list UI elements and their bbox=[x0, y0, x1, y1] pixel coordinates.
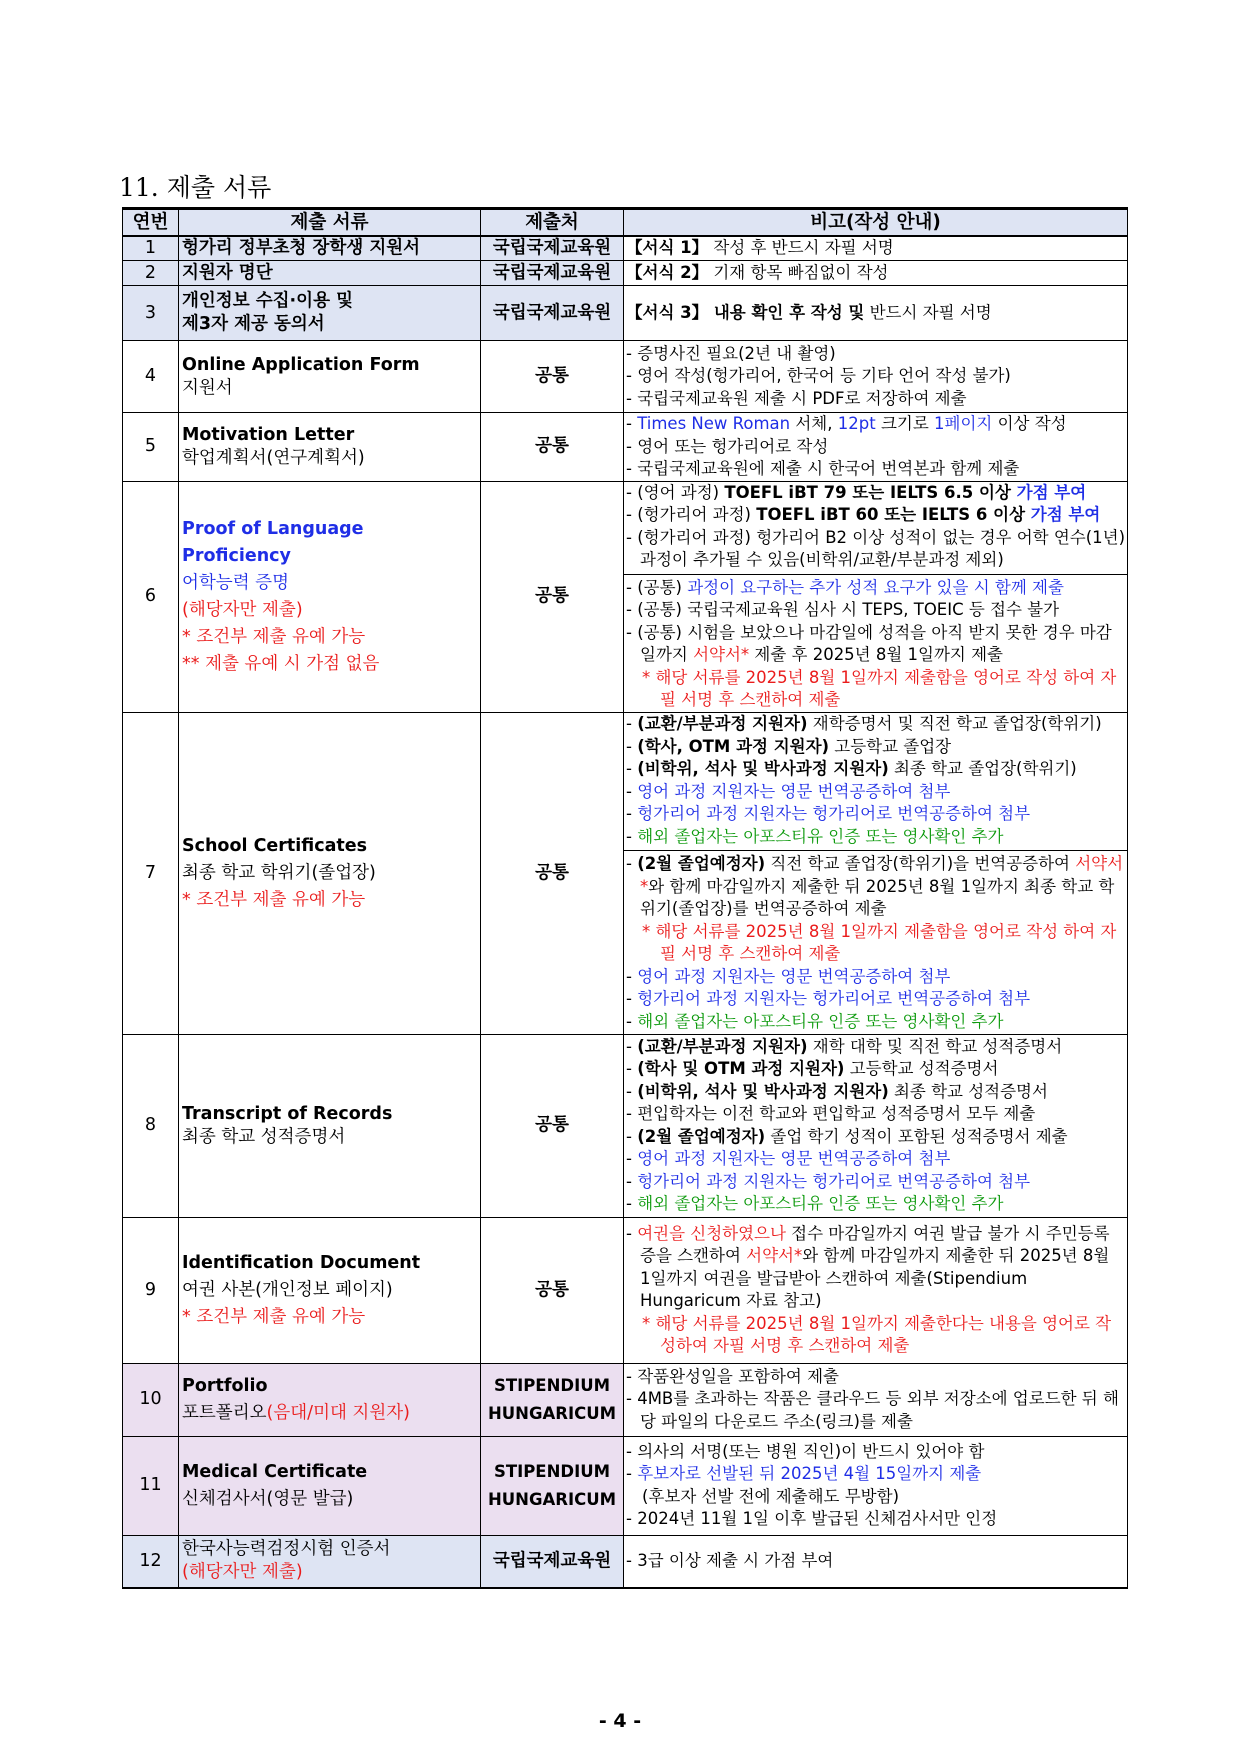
note: - (영어 과정) TOEFL iBT 79 또는 IELTS 6.5 이상 가점 부여 - (헝가리어 과정) TOEFL iBT 60 또는 IELTS 6 이상 가점 부여 - (헝가리어 과정) 헝가리어 B2 이상 성적이 없는 경우 어학 연수(1년) 과정이 추가될 수 있음(비학위/교환/부분과정 제외) - (공통) 과정이 요구하는 추가 성적 요구가 있을 시 함께 제출 - (공통) 국립국제교육원 심사 시 TEPS, TOEIC 등 접수 불가 - (공통) 시험을 보았으나 마감일에 성적을 아직 받지 못한 경우 마감일까지 서약서* 제출 후 2025년 8월 1일까지 제출 * 해당 서류를 2025년 8월 1일까지 제출함을 영어로 작성 하여 자필 서명 후 스캔하여 제출 bbox=[624, 481, 1128, 712]
note: - Times New Roman 서체, 12pt 크기로 1페이지 이상 작성 - 영어 또는 헝가리어로 작성 - 국립국제교육원에 제출 시 한국어 번역본과 함께 제출 bbox=[624, 413, 1128, 482]
note: - 의사의 서명(또는 병원 직인)이 반드시 있어야 함 - 후보자로 선발된 뒤 2025년 4월 15일까지 제출 (후보자 선발 전에 제출해도 무방함) - 2024년 11월 1일 이후 발급된 신체검사서만 인정 bbox=[624, 1436, 1128, 1535]
note: - (교환/부분과정 지원자) 재학 대학 및 직전 학교 성적증명서 - (학사 및 OTM 과정 지원자) 고등학교 성적증명서 - (비학위, 석사 및 박사과정 지원자) 최종 학교 성적증명서 - 편입학자는 이전 학교와 편입학교 성적증명서 모두 제출 - (2월 졸업예정자) 졸업 학기 성적이 포함된 성적증명서 제출 - 영어 과정 지원자는 영문 번역공증하여 첨부 - 헝가리어 과정 지원자는 헝가리어로 번역공증하여 첨부 - 해외 졸업자는 아포스티유 인증 또는 영사확인 추가 bbox=[624, 1034, 1128, 1217]
table-row bbox=[123, 413, 1128, 482]
doc-name: 헝가리 정부초청 장학생 지원서 bbox=[179, 236, 481, 261]
doc-name: School Certificates 최종 학교 학위기(졸업장) * 조건부 제출 유예 가능 bbox=[179, 712, 481, 1034]
note: - 작품완성일을 포함하여 제출 - 4MB를 초과하는 작품은 클라우드 등 외부 저장소에 업로드한 뒤 해당 파일의 다운로드 주소(링크)를 제출 bbox=[624, 1363, 1128, 1436]
col-header-note: 비고(작성 안내) bbox=[624, 209, 1128, 236]
row-no: 1 bbox=[123, 236, 179, 261]
documents-table bbox=[122, 207, 1128, 1589]
row-no: 3 bbox=[123, 286, 179, 341]
table-row bbox=[123, 1363, 1128, 1436]
submit-to: 공통 bbox=[481, 712, 624, 1034]
row-no: 12 bbox=[123, 1535, 179, 1588]
doc-name: Proof of Language Proficiency 어학능력 증명 (해당자만 제출) * 조건부 제출 유예 가능 ** 제출 유예 시 가점 없음 bbox=[179, 481, 481, 712]
submit-to: STIPENDIUM HUNGARICUM bbox=[481, 1436, 624, 1535]
submit-to: 공통 bbox=[481, 341, 624, 413]
table-row bbox=[123, 1436, 1128, 1535]
doc-name: Motivation Letter 학업계획서(연구계획서) bbox=[179, 413, 481, 482]
col-header-no: 연번 bbox=[123, 209, 179, 236]
submit-to: 공통 bbox=[481, 1217, 624, 1363]
col-header-src: 제출처 bbox=[481, 209, 624, 236]
doc-name: 지원자 명단 bbox=[179, 261, 481, 286]
submit-to: 국립국제교육원 bbox=[481, 1535, 624, 1588]
submit-to: STIPENDIUM HUNGARICUM bbox=[481, 1363, 624, 1436]
doc-name: Medical Certificate 신체검사서(영문 발급) bbox=[179, 1436, 481, 1535]
submit-to: 공통 bbox=[481, 1034, 624, 1217]
note: - 3급 이상 제출 시 가점 부여 bbox=[624, 1535, 1128, 1588]
page-number: - 4 - bbox=[598, 1710, 642, 1732]
row-no: 6 bbox=[123, 481, 179, 712]
note: - 여권을 신청하였으나 접수 마감일까지 여권 발급 불가 시 주민등록증을 스캔하여 서약서*와 함께 마감일까지 제출한 뒤 2025년 8월 1일까지 여권을 발급받아 스캔하여 제출(Stipendium Hungaricum 자료 참고) * 해당 서류를 2025년 8월 1일까지 제출한다는 내용을 영어로 작성하여 자필 서명 후 스캔하여 제출 bbox=[624, 1217, 1128, 1363]
row-no: 4 bbox=[123, 341, 179, 413]
submit-to: 국립국제교육원 bbox=[481, 286, 624, 341]
note: - 증명사진 필요(2년 내 촬영) - 영어 작성(헝가리어, 한국어 등 기타 언어 작성 불가) - 국립국제교육원 제출 시 PDF로 저장하여 제출 bbox=[624, 341, 1128, 413]
note: 【서식 2】 기재 항목 빠짐없이 작성 bbox=[624, 261, 1128, 286]
doc-name: 개인정보 수집·이용 및 제3자 제공 동의서 bbox=[179, 286, 481, 341]
table-row bbox=[123, 341, 1128, 413]
doc-name: Identification Document 여권 사본(개인정보 페이지) * 조건부 제출 유예 가능 bbox=[179, 1217, 481, 1363]
table-row bbox=[123, 1535, 1128, 1588]
submit-to: 국립국제교육원 bbox=[481, 261, 624, 286]
table-row bbox=[123, 286, 1128, 341]
doc-name: Online Application Form 지원서 bbox=[179, 341, 481, 413]
submit-to: 국립국제교육원 bbox=[481, 236, 624, 261]
note: - (교환/부분과정 지원자) 재학증명서 및 직전 학교 졸업장(학위기) - (학사, OTM 과정 지원자) 고등학교 졸업장 - (비학위, 석사 및 박사과정 지원자) 최종 학교 졸업장(학위기) - 영어 과정 지원자는 영문 번역공증하여 첨부 - 헝가리어 과정 지원자는 헝가리어로 번역공증하여 첨부 - 해외 졸업자는 아포스티유 인증 또는 영사확인 추가 - (2월 졸업예정자) 직전 학교 졸업장(학위기)을 번역공증하여 서약서*와 함께 마감일까지 제출한 뒤 2025년 8월 1일까지 최종 학교 학위기(졸업장)를 번역공증하여 제출 * 해당 서류를 2025년 8월 1일까지 제출함을 영어로 작성 하여 자필 서명 후 스캔하여 제출 - 영어 과정 지원자는 영문 번역공증하여 첨부 - 헝가리어 과정 지원자는 헝가리어로 번역공증하여 첨부 - 해외 졸업자는 아포스티유 인증 또는 영사확인 추가 bbox=[624, 712, 1128, 1034]
note: 【서식 3】 내용 확인 후 작성 및 반드시 자필 서명 bbox=[624, 286, 1128, 341]
note: 【서식 1】 작성 후 반드시 자필 서명 bbox=[624, 236, 1128, 261]
row-no: 7 bbox=[123, 712, 179, 1034]
row-no: 2 bbox=[123, 261, 179, 286]
doc-name: 한국사능력검정시험 인증서 (해당자만 제출) bbox=[179, 1535, 481, 1588]
row-no: 10 bbox=[123, 1363, 179, 1436]
doc-name: Portfolio 포트폴리오(음대/미대 지원자) bbox=[179, 1363, 481, 1436]
row-no: 9 bbox=[123, 1217, 179, 1363]
table-row bbox=[123, 481, 1128, 712]
table-row bbox=[123, 1034, 1128, 1217]
table-row bbox=[123, 712, 1128, 1034]
table-row bbox=[123, 1217, 1128, 1363]
col-header-doc: 제출 서류 bbox=[179, 209, 481, 236]
row-no: 8 bbox=[123, 1034, 179, 1217]
table-row bbox=[123, 261, 1128, 286]
table-row bbox=[123, 236, 1128, 261]
section-title: 11. 제출 서류 bbox=[119, 173, 272, 202]
submit-to: 공통 bbox=[481, 413, 624, 482]
submit-to: 공통 bbox=[481, 481, 624, 712]
row-no: 5 bbox=[123, 413, 179, 482]
row-no: 11 bbox=[123, 1436, 179, 1535]
doc-name: Transcript of Records 최종 학교 성적증명서 bbox=[179, 1034, 481, 1217]
